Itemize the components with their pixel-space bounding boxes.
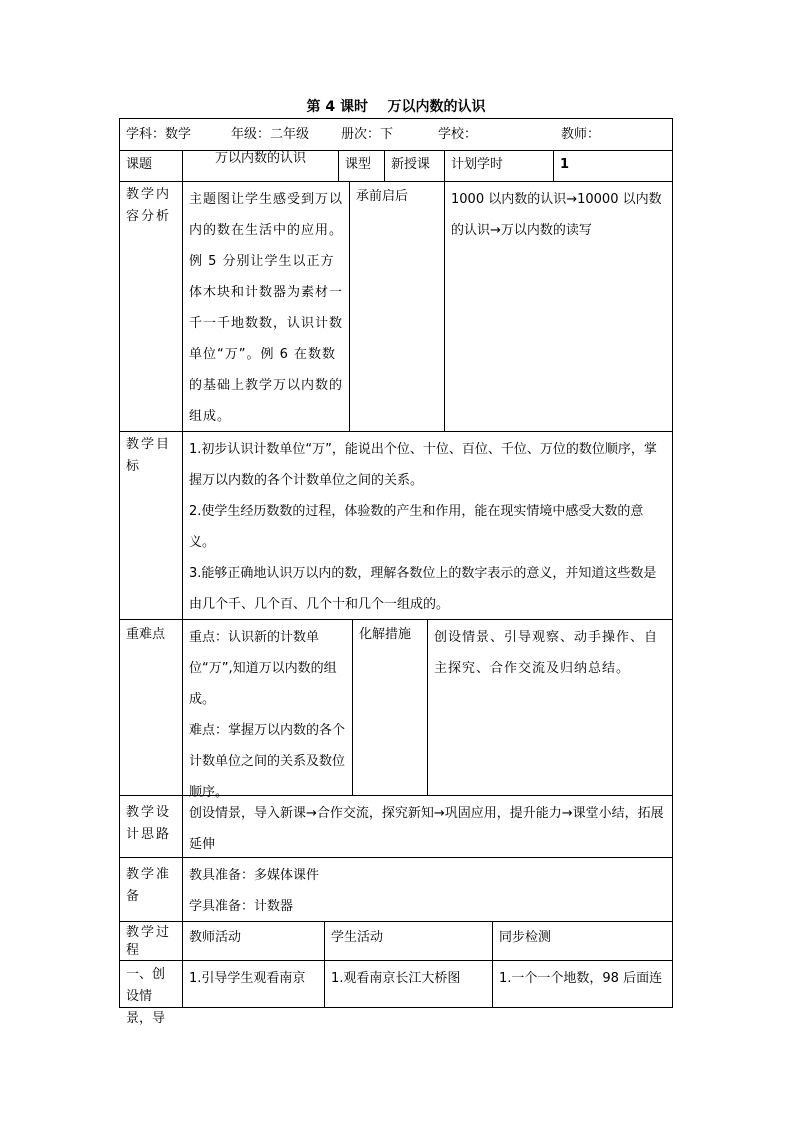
student-activity-header: 学生活动	[331, 930, 384, 945]
design-ideas-content: 创设情景，导入新课→合作交流，探究新知→巩固应用，提升能力→课堂小结，拓展延伸	[189, 806, 664, 852]
teaching-goals-list	[183, 432, 672, 619]
table-border-right	[672, 118, 673, 1008]
teacher-field: 教师：	[561, 127, 601, 142]
table-border-bottom	[119, 1007, 673, 1008]
topic-value: 万以内数的认识	[214, 151, 306, 166]
volume-field: 册次：下	[341, 127, 394, 142]
planned-hours-value: 1	[560, 157, 570, 172]
content-analysis-label: 教学内容分析	[126, 187, 172, 224]
topic-label: 课题	[126, 157, 153, 172]
preparation-content	[183, 858, 672, 921]
content-analysis-text: 主题图让学生感受到万以内的数在生活中的应用。例 5 分别让学生以正方体木块和计数器为素材一千一千地数数，认识计数单位“万”。例 6 在数数的基础上教学万以内数的组成。	[189, 192, 344, 424]
link-label: 承前启后	[356, 189, 409, 204]
difficult-point: 难点：掌握万以内数的各个计数单位之间的关系及数位顺序。	[189, 723, 346, 800]
key-points-label: 重难点	[126, 627, 166, 642]
link-content: 1000 以内数的认识→10000 以内数的认识→万以内数的读写	[451, 192, 662, 238]
teacher-prep: 教具准备：多媒体课件	[189, 868, 320, 883]
design-ideas-label: 教学设计思路	[126, 805, 172, 842]
measures-label: 化解措施	[359, 627, 412, 642]
process-stage: 一、创设情景，导	[126, 967, 166, 1026]
subject-field: 学科：数学	[126, 127, 192, 142]
preparation-label: 教学准备	[126, 867, 172, 904]
process-sync-check: 1.一个一个地数，98 后面连	[499, 971, 663, 986]
teacher-activity-header: 教师活动	[189, 930, 242, 945]
grade-field: 年级：二年级	[231, 127, 310, 142]
lesson-type-label: 课型	[345, 157, 372, 172]
process-teacher-activity: 1.引导学生观看南京	[189, 971, 306, 986]
process-student-activity: 1.观看南京长江大桥图	[331, 971, 461, 986]
goal-item: 3.能够正确地认识万以内的数，理解各数位上的数字表示的意义，并知道这些数是由几个千、几个百、几个十和几个一组成的。	[189, 566, 657, 612]
key-point: 重点：认识新的计数单位“万”,知道万以内数的组成。	[189, 630, 337, 707]
measures-content: 创设情景、引导观察、动手操作、自主探究、合作交流及归纳总结。	[434, 630, 659, 676]
lesson-type-value: 新授课	[391, 157, 431, 172]
school-field: 学校：	[438, 127, 478, 142]
goal-item: 2.使学生经历数数的过程，体验数的产生和作用，能在现实情境中感受大数的意义。	[189, 504, 644, 550]
lesson-title: 第 4 课时 万以内数的认识	[306, 99, 486, 115]
goal-item: 1.初步认识计数单位“万”，能说出个位、十位、百位、千位、万位的数位顺序，掌握万以内数的各个计数单位之间的关系。	[189, 442, 657, 488]
planned-hours-label: 计划学时	[451, 157, 504, 172]
process-label: 教学过程	[126, 925, 172, 958]
teaching-goals-label: 教学目标	[126, 437, 172, 474]
student-prep: 学具准备：计数器	[189, 899, 294, 914]
sync-check-header: 同步检测	[499, 930, 552, 945]
key-points-content	[183, 620, 352, 800]
